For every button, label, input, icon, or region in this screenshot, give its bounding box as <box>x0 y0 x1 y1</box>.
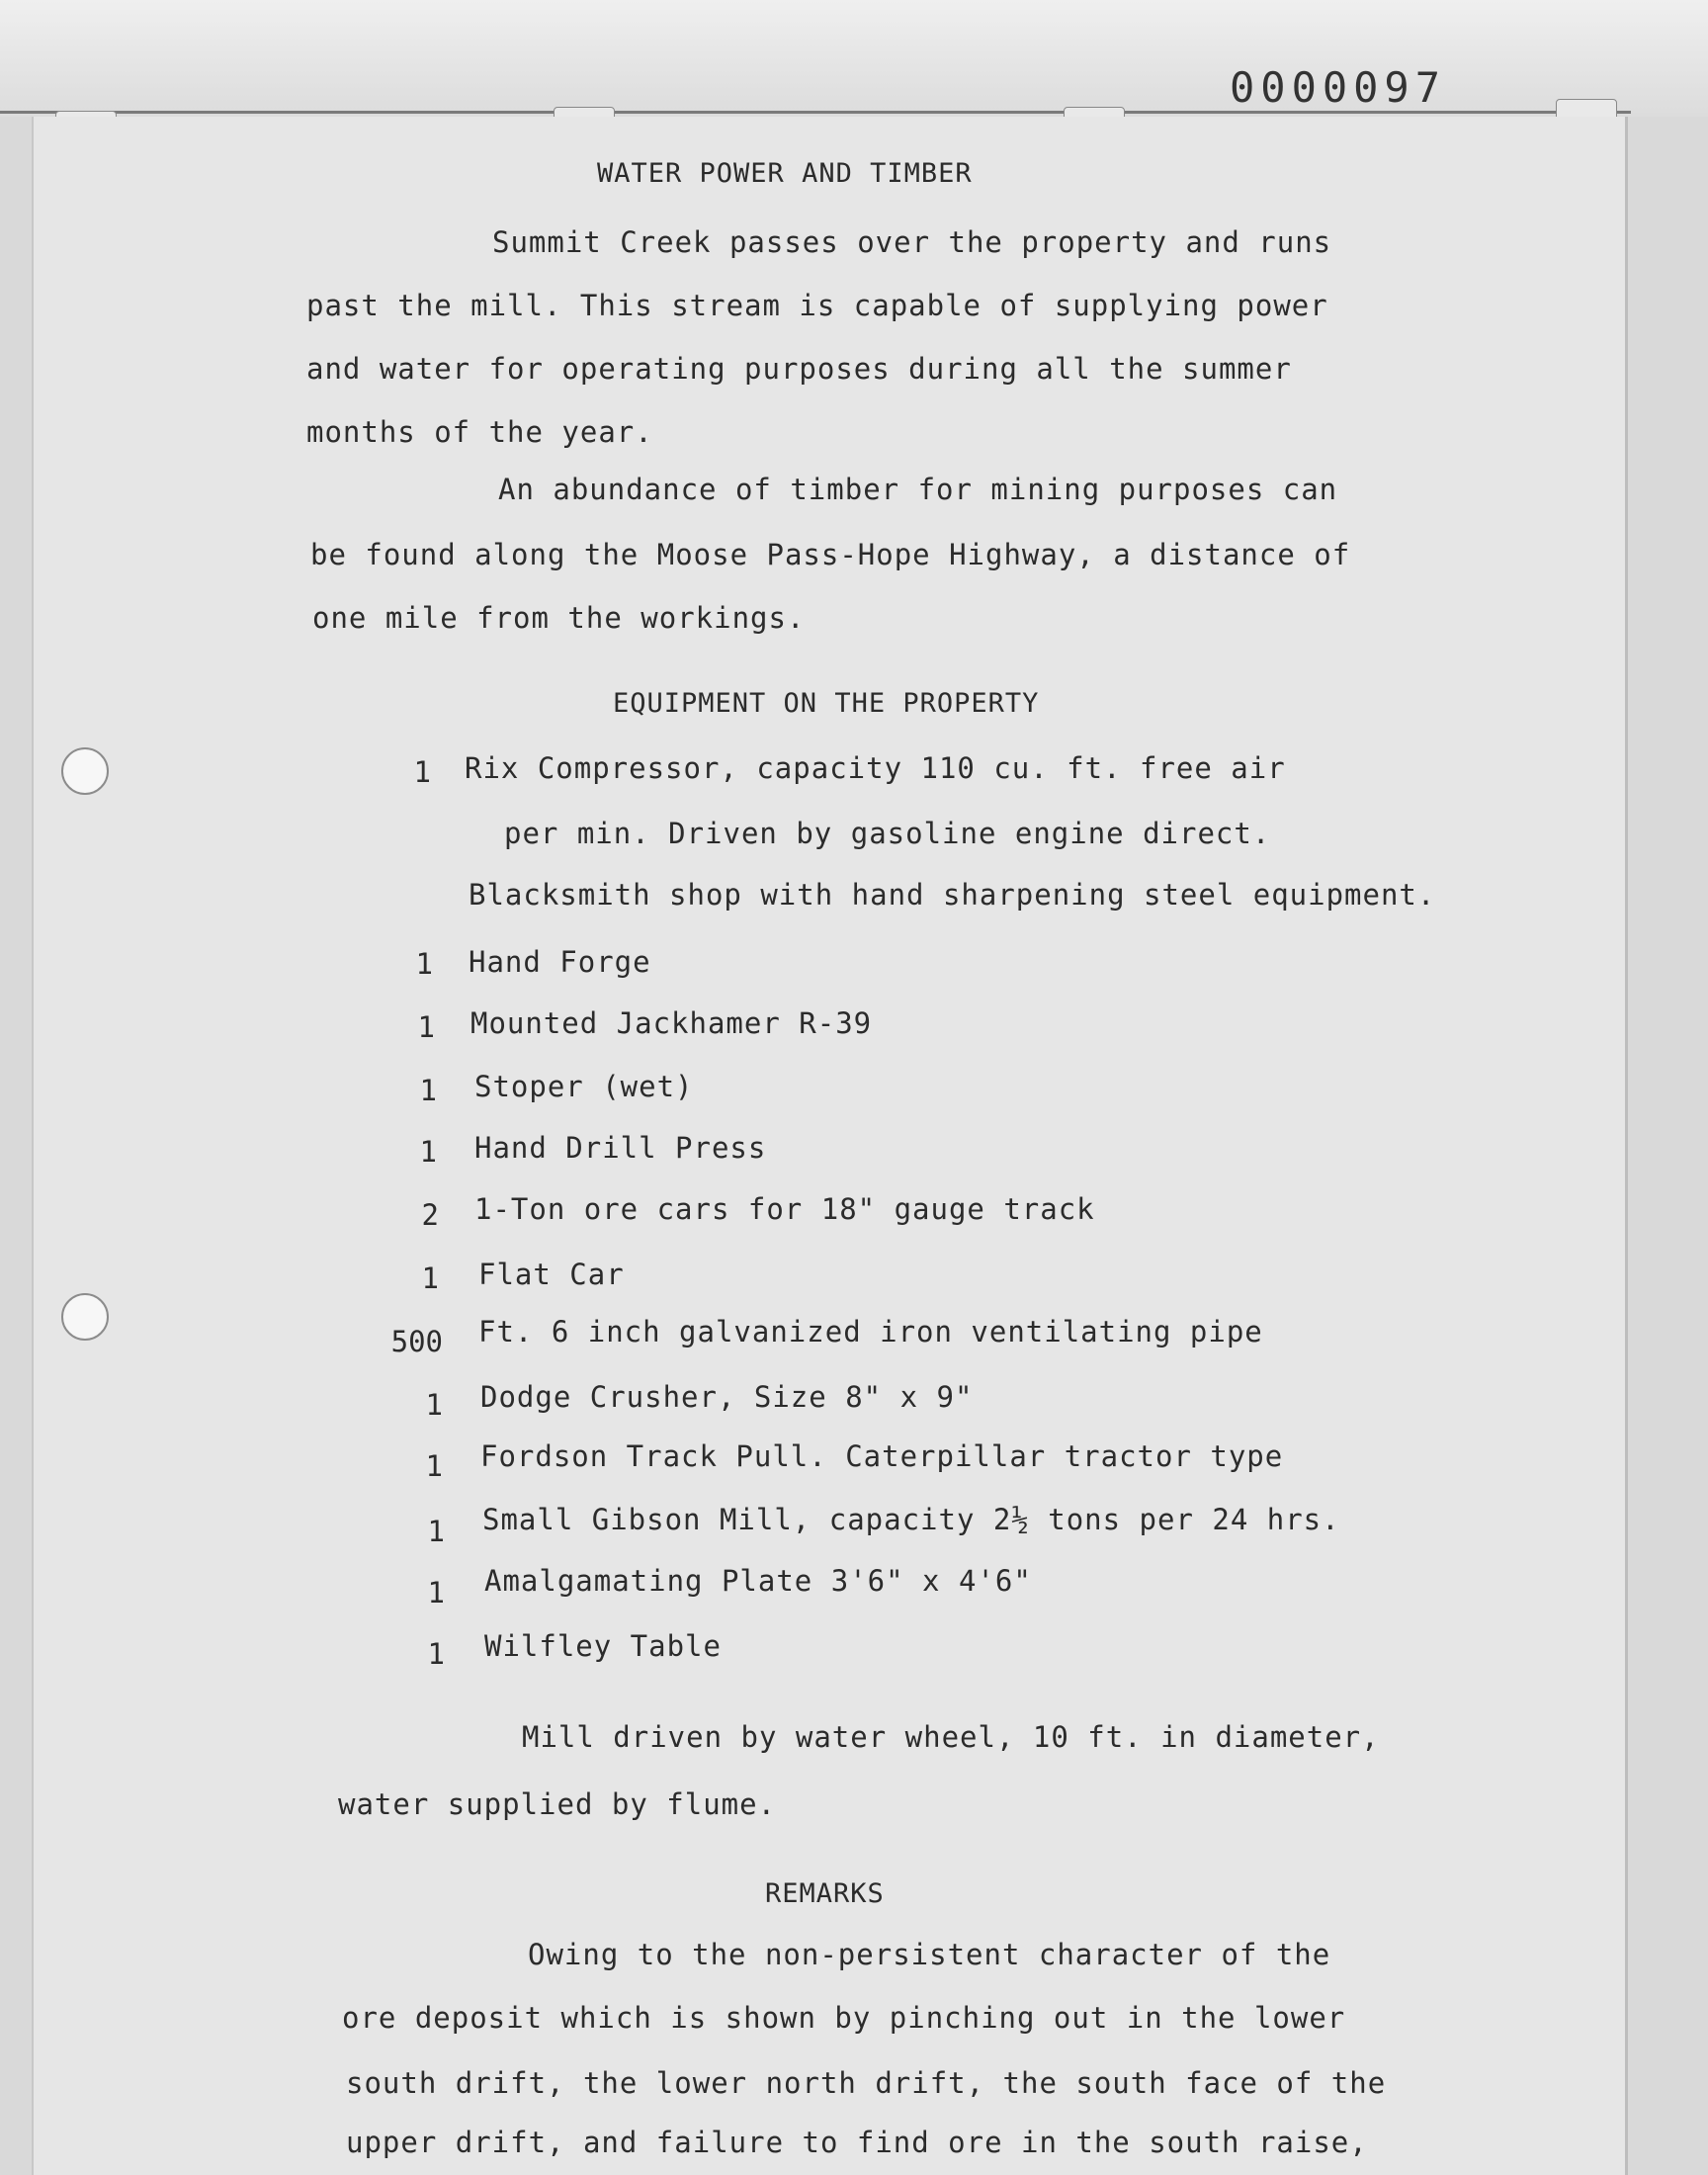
equipment-item: Wilfley Table <box>484 1629 722 1663</box>
paragraph-line: Owing to the non-persistent character of the <box>528 1938 1331 1971</box>
section-heading-remarks: REMARKS <box>765 1878 885 1909</box>
equipment-quantity: 1 <box>427 1515 445 1548</box>
typed-page <box>32 117 1628 2175</box>
paragraph-line: Summit Creek passes over the property and runs <box>492 225 1332 259</box>
equipment-quantity: 1 <box>419 1074 437 1107</box>
paragraph-line: and water for operating purposes during all the summer <box>306 352 1292 386</box>
equipment-quantity: 1 <box>427 1576 445 1610</box>
equipment-quantity: 2 <box>421 1198 439 1232</box>
equipment-quantity: 1 <box>427 1637 445 1671</box>
equipment-item: Ft. 6 inch galvanized iron ventilating pipe <box>478 1315 1263 1348</box>
equipment-item: Amalgamating Plate 3'6" x 4'6" <box>484 1564 1032 1598</box>
equipment-item: Flat Car <box>478 1258 625 1291</box>
equipment-item: Mounted Jackhamer R-39 <box>470 1006 873 1040</box>
section-heading-water-power: WATER POWER AND TIMBER <box>597 158 973 189</box>
paragraph-line: past the mill. This stream is capable of supplying power <box>306 289 1328 322</box>
punch-hole <box>61 1293 109 1341</box>
scan-top-margin <box>0 0 1708 117</box>
paragraph-line: months of the year. <box>306 415 653 449</box>
equipment-quantity: 1 <box>425 1388 443 1422</box>
paragraph-line: one mile from the workings. <box>312 601 806 635</box>
paragraph-line: be found along the Moose Pass-Hope Highway, a distance of <box>310 538 1351 571</box>
paragraph-line: water supplied by flume. <box>338 1787 777 1821</box>
equipment-quantity: 1 <box>415 947 433 981</box>
equipment-quantity: 1 <box>413 755 431 789</box>
paragraph-line: An abundance of timber for mining purposes can <box>498 473 1338 506</box>
equipment-item: Stoper (wet) <box>474 1070 694 1103</box>
equipment-item: Hand Drill Press <box>474 1131 767 1165</box>
equipment-item: Fordson Track Pull. Caterpillar tractor type <box>480 1439 1284 1473</box>
equipment-item: Hand Forge <box>469 945 651 979</box>
equipment-item: Dodge Crusher, Size 8" x 9" <box>480 1380 974 1414</box>
equipment-quantity: 500 <box>390 1325 443 1358</box>
document-number: 0000097 <box>1230 63 1447 112</box>
paragraph-line: Mill driven by water wheel, 10 ft. in diameter, <box>522 1720 1380 1754</box>
paragraph-line: south drift, the lower north drift, the south face of the <box>346 2066 1387 2100</box>
paragraph-line: upper drift, and failure to find ore in the south raise, <box>346 2126 1368 2159</box>
section-heading-equipment: EQUIPMENT ON THE PROPERTY <box>613 688 1040 719</box>
equipment-item: Rix Compressor, capacity 110 cu. ft. free air <box>465 751 1286 785</box>
equipment-quantity: 1 <box>419 1135 437 1169</box>
equipment-item: per min. Driven by gasoline engine direct. <box>504 817 1271 850</box>
equipment-item: 1-Ton ore cars for 18" gauge track <box>474 1192 1095 1226</box>
equipment-quantity: 1 <box>425 1449 443 1483</box>
equipment-item: Small Gibson Mill, capacity 2½ tons per 24 hrs. <box>482 1503 1340 1536</box>
punch-hole <box>61 747 109 795</box>
equipment-quantity: 1 <box>421 1262 439 1295</box>
equipment-quantity: 1 <box>417 1010 435 1044</box>
paragraph-line: ore deposit which is shown by pinching out in the lower <box>342 2001 1346 2035</box>
equipment-item: Blacksmith shop with hand sharpening steel equipment. <box>469 878 1436 912</box>
